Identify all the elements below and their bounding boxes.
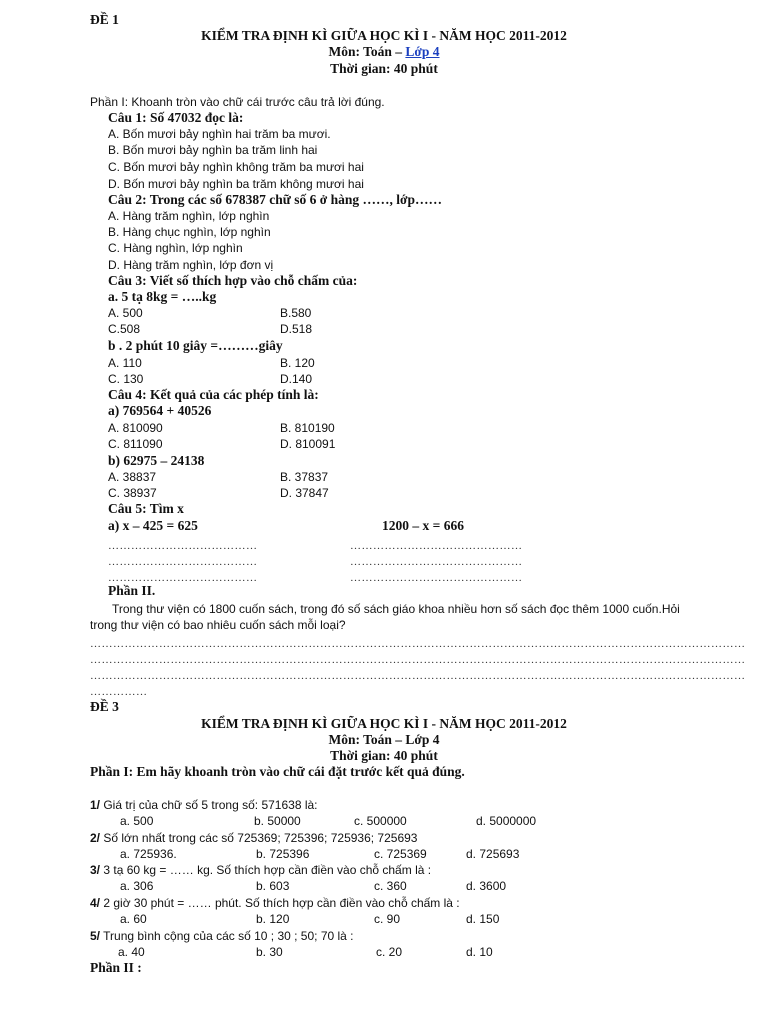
q5-equation-a: a) x – 425 = 625 <box>108 518 198 533</box>
question-5-title: Câu 5: Tìm x <box>108 501 184 516</box>
question-text: Số lớn nhất trong các số 725369; 725396; 725936; 725693 <box>100 831 418 845</box>
answer-dots: ………………………………… <box>108 556 258 568</box>
part2-problem-line1: Trong thư viện có 1800 cuốn sách, trong đó số sách giáo khoa nhiều hơn số sách đọc thêm 1000 cuốn.Hỏi <box>112 602 680 616</box>
answer-dots: ……………………………………… <box>350 572 523 584</box>
q2-option: A. Hàng trăm nghìn, lớp nghìn <box>108 209 270 223</box>
question-text: 3 tạ 60 kg = …… kg. Số thích hợp cần điền vào chỗ chấm là : <box>100 863 432 877</box>
q4b-option: D. 37847 <box>280 486 329 500</box>
question-number: 5/ <box>90 929 101 943</box>
q1-option: A. Bốn mươi bảy nghìn hai trăm ba mươi. <box>108 127 331 141</box>
answer-dots: ……………………………………… <box>350 540 523 552</box>
de3-q3-option: c. 360 <box>374 879 407 893</box>
q3b-option: C. 130 <box>108 372 144 386</box>
part2-title-de1: Phần II. <box>108 583 156 598</box>
question-1-title: Câu 1: Số 47032 đọc là: <box>108 110 244 125</box>
q3b-option: A. 110 <box>108 356 142 370</box>
q3a-option: C.508 <box>108 322 141 336</box>
q4-part-a: a) 769564 + 40526 <box>108 403 212 418</box>
de3-q1-option: a. 500 <box>120 814 154 828</box>
q2-option: C. Hàng nghìn, lớp nghìn <box>108 241 243 255</box>
question-2-title: Câu 2: Trong các số 678387 chữ số 6 ở hàng ……, lớp…… <box>108 192 442 207</box>
q4b-option: C. 38937 <box>108 486 157 500</box>
de3-q1-option: c. 500000 <box>354 814 407 828</box>
de3-q5-option: c. 20 <box>376 945 403 959</box>
answer-dots: …………… <box>90 686 148 698</box>
grade-link[interactable]: Lớp 4 <box>405 44 440 59</box>
de3-question-4 <box>90 895 460 911</box>
de3-q4-option: c. 90 <box>374 912 401 926</box>
de3-q5-option: b. 30 <box>256 945 283 959</box>
q4a-option: A. 810090 <box>108 421 163 435</box>
de3-q1-option: b. 50000 <box>254 814 301 828</box>
q3b-option: B. 120 <box>280 356 315 370</box>
answer-dots: ………………………………… <box>108 572 258 584</box>
q5-equation-b: 1200 – x = 666 <box>382 518 464 533</box>
exam-title-de1: KIỂM TRA ĐỊNH KÌ GIỮA HỌC KÌ I - NĂM HỌC 2011-2012 <box>201 28 567 43</box>
subject-line-de3: Môn: Toán – Lớp 4 <box>328 732 440 747</box>
question-number: 3/ <box>90 863 101 877</box>
q4a-option: B. 810190 <box>280 421 335 435</box>
exam-title-de3: KIỂM TRA ĐỊNH KÌ GIỮA HỌC KÌ I - NĂM HỌC 2011-2012 <box>201 716 567 731</box>
answer-dots: ……………………………………… <box>350 556 523 568</box>
de3-q4-option: d. 150 <box>466 912 500 926</box>
q4b-option: A. 38837 <box>108 470 157 484</box>
question-3-title: Câu 3: Viết số thích hợp vào chỗ chấm của: <box>108 273 358 288</box>
de3-q2-option: a. 725936. <box>120 847 177 861</box>
de3-question-3 <box>90 862 431 878</box>
part2-problem-line2: trong thư viện có bao nhiêu cuốn sách mỗi loại? <box>90 618 346 632</box>
q1-option: C. Bốn mươi bảy nghìn không trăm ba mươi hai <box>108 160 364 174</box>
q4a-option: C. 811090 <box>108 437 163 451</box>
subject-prefix: Môn: Toán – <box>328 44 406 59</box>
answer-dots: ……………………………………………………………………………………………………………………………………………………… <box>90 638 746 650</box>
de3-q3-option: b. 603 <box>256 879 290 893</box>
q3a-option: B.580 <box>280 306 312 320</box>
question-4-title: Câu 4: Kết quả của các phép tính là: <box>108 387 319 402</box>
de3-q5-option: a. 40 <box>118 945 145 959</box>
exam-label-de3: ĐỀ 3 <box>90 699 119 714</box>
question-number: 2/ <box>90 831 101 845</box>
q4-part-b: b) 62975 – 24138 <box>108 453 205 468</box>
part1-instruction-de1: Phần I: Khoanh tròn vào chữ cái trước câu trả lời đúng. <box>90 95 385 109</box>
q2-option: D. Hàng trăm nghìn, lớp đơn vị <box>108 258 274 272</box>
de3-q2-option: b. 725396 <box>256 847 310 861</box>
q2-option: B. Hàng chục nghìn, lớp nghìn <box>108 225 271 239</box>
de3-q3-option: d. 3600 <box>466 879 507 893</box>
q1-option: B. Bốn mươi bảy nghìn ba trăm linh hai <box>108 143 318 157</box>
de3-q4-option: a. 60 <box>120 912 147 926</box>
answer-dots: ……………………………………………………………………………………………………………………………………………………… <box>90 670 746 682</box>
de3-q4-option: b. 120 <box>256 912 290 926</box>
answer-dots: ………………………………… <box>108 540 258 552</box>
q3-part-b: b . 2 phút 10 giây =………giây <box>108 338 283 353</box>
de3-question-5 <box>90 928 354 944</box>
time-line-de3: Thời gian: 40 phút <box>330 748 438 763</box>
de3-q5-option: d. 10 <box>466 945 493 959</box>
subject-line-de1 <box>0 44 768 60</box>
q3a-option: D.518 <box>280 322 313 336</box>
de3-q2-option: d. 725693 <box>466 847 520 861</box>
q4a-option: D. 810091 <box>280 437 336 451</box>
q3a-option: A. 500 <box>108 306 143 320</box>
time-line-de1: Thời gian: 40 phút <box>330 61 438 76</box>
de3-question-2 <box>90 830 417 846</box>
de3-q1-option: d. 5000000 <box>476 814 537 828</box>
question-number: 4/ <box>90 896 101 910</box>
question-number: 1/ <box>90 798 101 812</box>
exam-label-de1: ĐỀ 1 <box>90 12 119 27</box>
part2-title-de3: Phần II : <box>90 960 142 975</box>
q4b-option: B. 37837 <box>280 470 329 484</box>
de3-question-1 <box>90 797 318 813</box>
question-text: Giá trị của chữ số 5 trong số: 571638 là: <box>100 798 318 812</box>
question-text: 2 giờ 30 phút = …… phút. Số thích hợp cần điền vào chỗ chấm là : <box>100 896 460 910</box>
q3-part-a: a. 5 tạ 8kg = …..kg <box>108 289 217 304</box>
answer-dots: ……………………………………………………………………………………………………………………………………………………… <box>90 654 746 666</box>
q3b-option: D.140 <box>280 372 313 386</box>
part1-instruction-de3: Phần I: Em hãy khoanh tròn vào chữ cái đặt trước kết quả đúng. <box>90 764 465 779</box>
de3-q2-option: c. 725369 <box>374 847 427 861</box>
question-text: Trung bình cộng của các số 10 ; 30 ; 50; 70 là : <box>100 929 354 943</box>
de3-q3-option: a. 306 <box>120 879 154 893</box>
q1-option: D. Bốn mươi bảy nghìn ba trăm không mươi hai <box>108 177 364 191</box>
